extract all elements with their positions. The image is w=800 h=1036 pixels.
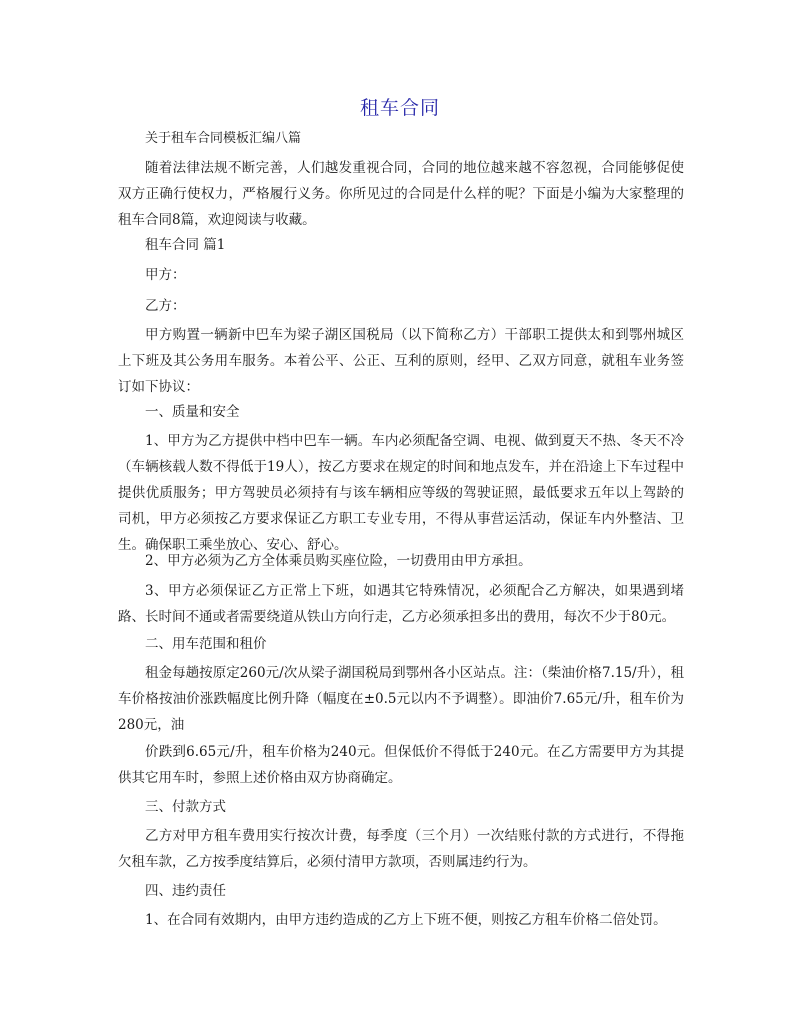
section-heading: 租车合同 篇1: [145, 237, 226, 253]
heading-scope-price: 二、用车范围和租价: [145, 636, 267, 652]
rent-paragraph: 租金每趟按原定260元/次从梁子湖国税局到鄂州各小区站点。注：（柴油价格7.15/升），租车价格按油价涨跌幅度比例升降（幅度在±0.5元以内不予调整）。即油价7.65元/升，租车价为280元，油: [118, 665, 684, 733]
heading-liability: 四、违约责任: [145, 883, 226, 899]
price-paragraph: 价跌到6.65元/升，租车价格为240元。但保低价不得低于240元。在乙方需要甲方为其提供其它用车时，参照上述价格由双方协商确定。: [118, 744, 684, 786]
document-title: 租车合同: [359, 97, 440, 119]
heading-quality-safety: 一、质量和安全: [145, 404, 240, 420]
party-b-label: 乙方：: [145, 298, 186, 314]
payment-paragraph: 乙方对甲方租车费用实行按次计费，每季度（三个月）一次结账付款的方式进行，不得拖欠租车款，乙方按季度结算后，必须付清甲方款项，否则属违约行为。: [118, 828, 684, 870]
preamble-paragraph: 甲方购置一辆新中巴车为梁子湖区国税局（以下简称乙方）干部职工提供太和到鄂州城区上下班及其公务用车服务。本着公平、公正、互利的原则，经甲、乙双方同意，就租车业务签订如下协议：: [118, 327, 684, 395]
clause-2-paragraph: 2、甲方必须为乙方全体乘员购买座位险，一切费用由甲方承担。: [145, 553, 532, 569]
clause-1-paragraph: 1、甲方为乙方提供中档中巴车一辆。车内必须配备空调、电视、做到夏天不热、冬天不冷（车辆核载人数不得低于19人），按乙方要求在规定的时间和地点发车，并在沿途上下车过程中提供优质服务；甲方驾驶员必须持有与该车辆相应等级的驾驶证照，最低要求五年以上驾龄的司机，甲方必须按乙方要求保证乙方职工专业专用，不得从事营运活动，保证车内外整洁、卫生。确保职工乘坐放心、安心、舒心。: [118, 433, 684, 553]
liability-paragraph: 1、在合同有效期内，由甲方违约造成的乙方上下班不便，则按乙方租车价格二倍处罚。: [145, 912, 667, 928]
document-subtitle: 关于租车合同模板汇编八篇: [145, 131, 302, 146]
heading-payment: 三、付款方式: [145, 799, 226, 815]
intro-paragraph: 随着法律法规不断完善，人们越发重视合同，合同的地位越来越不容忽视，合同能够促使双方正确行使权力，严格履行义务。你所见过的合同是什么样的呢？下面是小编为大家整理的租车合同8篇，欢迎阅读与收藏。: [118, 160, 684, 228]
party-a-label: 甲方：: [145, 267, 186, 283]
clause-3-paragraph: 3、甲方必须保证乙方正常上下班，如遇其它特殊情况，必须配合乙方解决，如果遇到堵路、长时间不通或者需要绕道从铁山方向行走，乙方必须承担多出的费用，每次不少于80元。: [118, 583, 684, 625]
